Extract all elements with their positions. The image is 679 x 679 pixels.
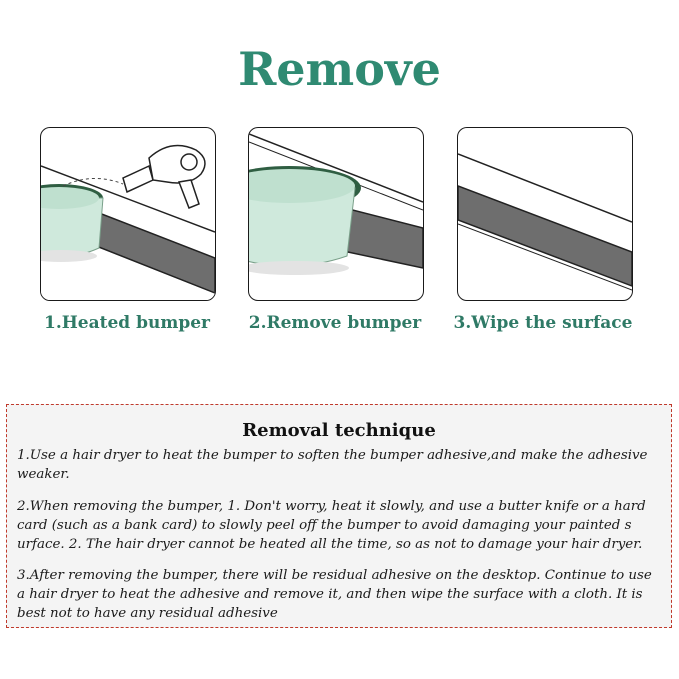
technique-step-1: 1.Use a hair dryer to heat the bumper to soften the bumper adhesive,and make the adhesive weaker. [17, 448, 648, 482]
technique-step-2: 2.When removing the bumper, 1. Don't worry, heat it slowly, and use a butter knife or a hard card (such as a bank card) to slowly peel off the bumper to avoid damaging your painted s urface. 2. The hair dryer cannot be heated all the time, so as not to damage your hair dryer. [17, 499, 646, 552]
removal-technique-box [6, 404, 672, 628]
step-1-caption: 1.Heated bumper [43, 313, 210, 333]
step-2-illustration [248, 127, 424, 301]
step-2-caption: 2.Remove bumper [248, 313, 422, 333]
step-3-caption: 3.Wipe the surface [453, 313, 633, 333]
removal-technique-heading: Removal technique [242, 420, 436, 441]
technique-step-3: 3.After removing the bumper, there will be residual adhesive on the desktop. Continue to use a hair dryer to heat the adhesive and remove it, and then wipe the surface with a cloth. It is best not to have any residual adhesive [17, 568, 652, 621]
step-1-illustration [40, 127, 216, 301]
page-title: Remove [238, 42, 441, 96]
step-3-illustration [457, 127, 633, 301]
